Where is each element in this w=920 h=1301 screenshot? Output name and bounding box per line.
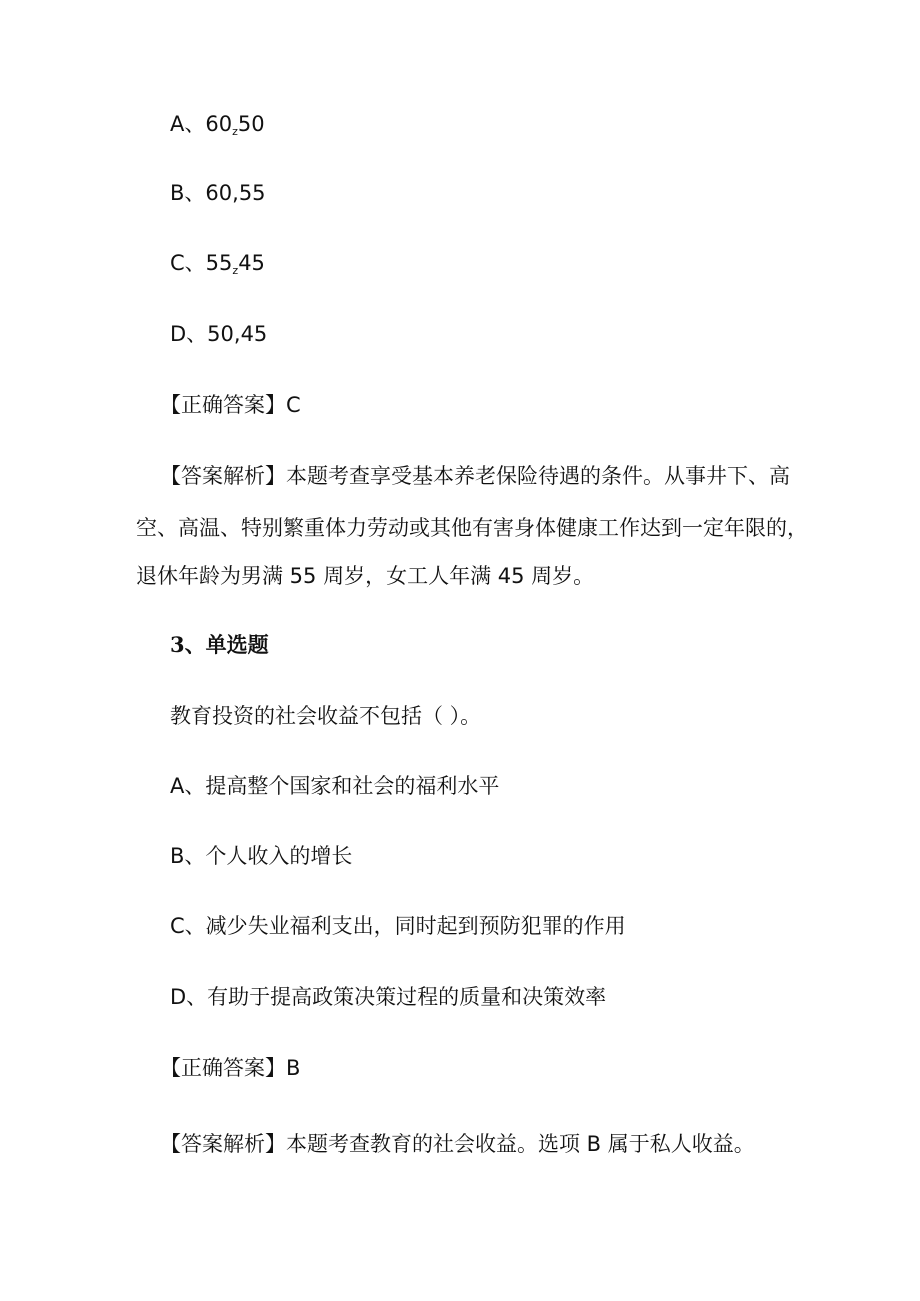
q3-option-c: C、减少失业福利支出，同时起到预防犯罪的作用 — [170, 914, 626, 938]
q3-analysis: 【答案解析】本题考查教育的社会收益。选项 B 属于私人收益。 — [160, 1132, 755, 1156]
q2-option-b: B、60,55 — [170, 181, 266, 205]
q2-option-c: C、$55_z45$ — [170, 251, 265, 277]
q2-analysis-line-1: 【答案解析】本题考查享受基本养老保险待遇的条件。从事井下、高 — [160, 464, 790, 488]
q2-correct-answer: 【正确答案】C — [160, 393, 301, 417]
q3-correct-answer: 【正确答案】B — [160, 1056, 301, 1080]
q3-option-a: A、提高整个国家和社会的福利水平 — [170, 774, 500, 798]
q3-option-d: D、有助于提高政策决策过程的质量和决策效率 — [170, 985, 607, 1009]
q2-analysis-line-2: 空、高温、特别繁重体力劳动或其他有害身体健康工作达到一定年限的， — [136, 516, 808, 540]
q2-option-d: D、50,45 — [170, 322, 268, 346]
q2-analysis-line-3: 退休年龄为男满 55 周岁，女工人年满 45 周岁。 — [136, 564, 595, 588]
q3-heading: 3、单选题 — [170, 632, 269, 657]
q3-question: 教育投资的社会收益不包括（ ）。 — [170, 704, 482, 728]
q3-option-b: B、个人收入的增长 — [170, 844, 353, 868]
q2-option-a: A、$60_z50$ — [170, 112, 265, 138]
